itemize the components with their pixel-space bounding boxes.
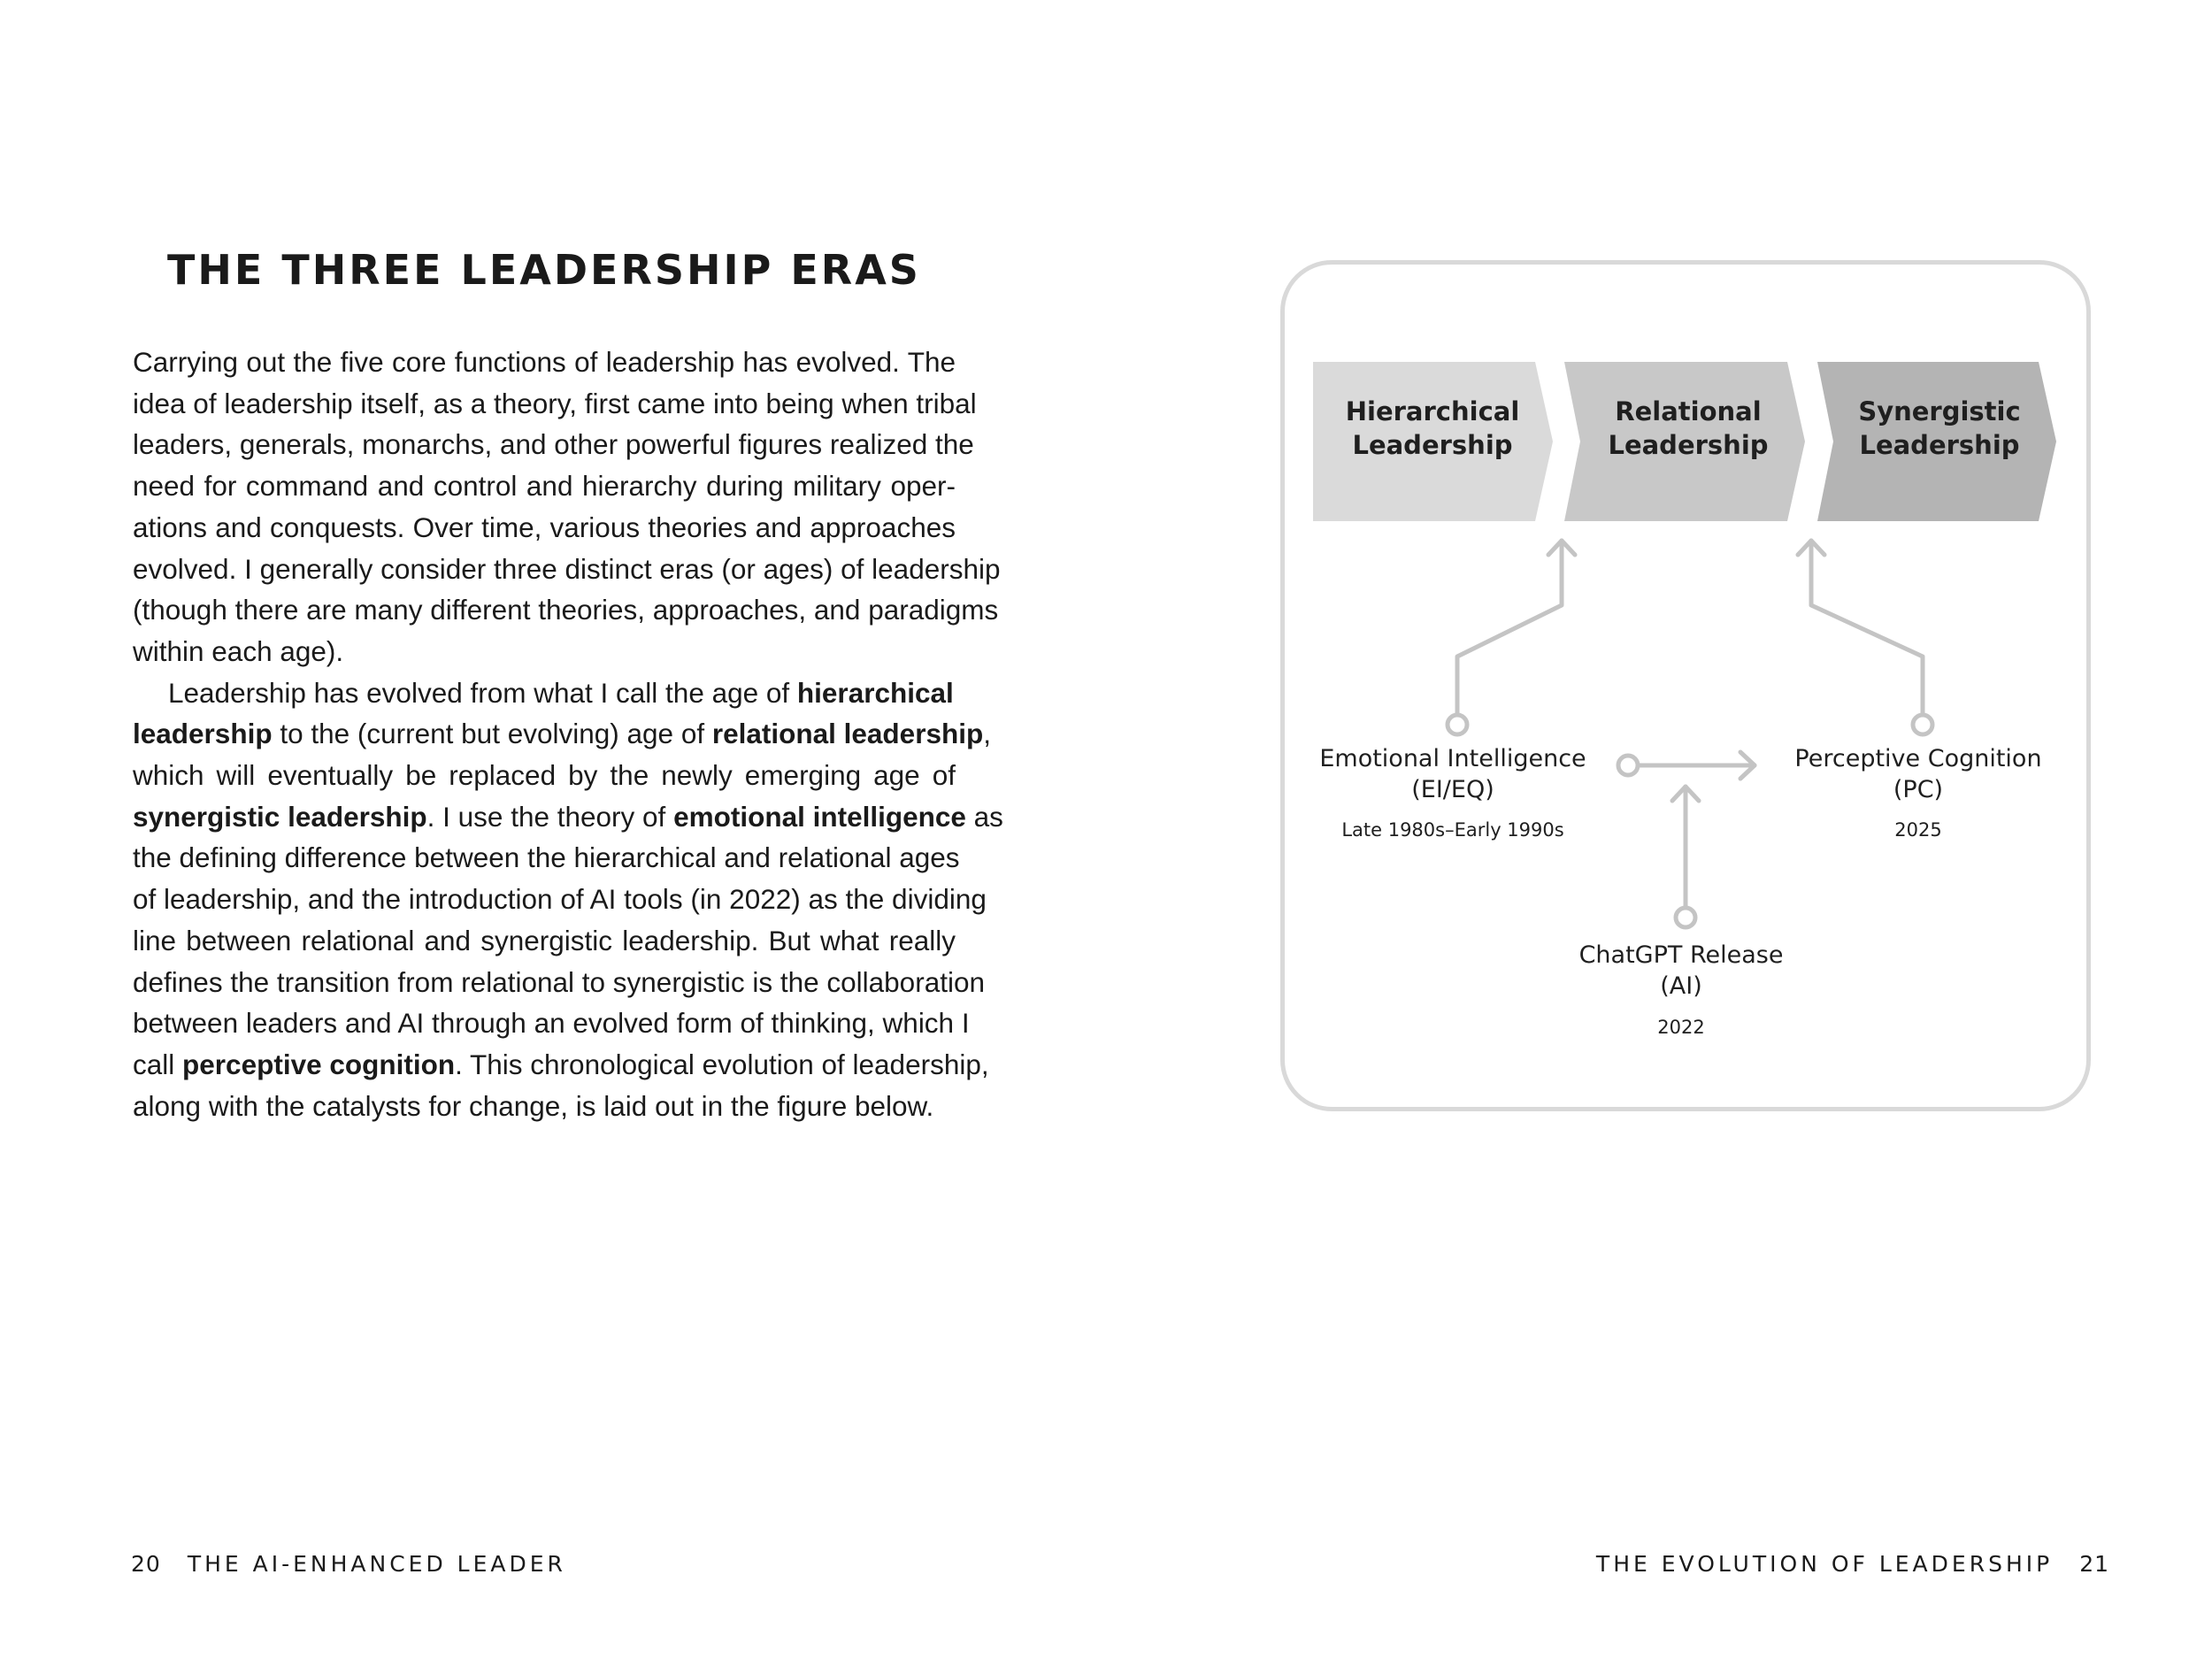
text-line: leaders, generals, monarchs, and other powerful figures realized the [133, 428, 974, 461]
catalyst-label-ai [1531, 940, 1832, 1002]
era-label-line: Leadership [1352, 430, 1513, 460]
term-emotional-intelligence: emotional intelligence [673, 800, 966, 833]
text-run: call [133, 1048, 183, 1080]
catalyst-title: (EI/EQ) [1411, 776, 1494, 803]
text-run: Leadership has evolved from what I call the age of [168, 676, 797, 709]
text-line: idea of leadership itself, as a theory, first came into being when tribal [133, 387, 977, 419]
node-circle-ai [1676, 908, 1695, 927]
text-line: ations and conquests. Over time, various theories and approaches [133, 511, 956, 543]
text-line: the defining difference between the hierarchical and relational ages [133, 841, 960, 874]
era-label-line: Synergistic [1858, 396, 2021, 426]
text-line: defines the transition from relational to synergistic is the collaboration [133, 965, 985, 998]
text-line [133, 713, 991, 755]
section-heading: THE THREE LEADERSHIP ERAS [167, 246, 921, 294]
connector-ei-to-relational [1457, 541, 1562, 715]
text-line: which will eventually be replaced by the newly emerging age of [133, 759, 956, 792]
catalyst-title: (PC) [1893, 776, 1944, 803]
term-hierarchical: hierarchical [796, 676, 954, 709]
running-head: THE AI-ENHANCED LEADER [187, 1551, 566, 1577]
text-line [133, 672, 956, 714]
node-circle-ei [1448, 715, 1467, 734]
era-label-relational [1573, 395, 1803, 462]
text-line [133, 1044, 989, 1086]
paragraph-2 [133, 672, 1003, 1127]
footer-right [1596, 1551, 2109, 1577]
text-line [133, 796, 1003, 838]
catalyst-title: Perceptive Cognition [1794, 745, 2042, 772]
text-line: within each age). [133, 634, 344, 667]
catalyst-date-ai: 2022 [1657, 1017, 1705, 1038]
catalyst-title: Emotional Intelligence [1319, 745, 1586, 772]
era-label-line: Leadership [1608, 430, 1769, 460]
era-label-line: Leadership [1859, 430, 2020, 460]
catalyst-label-ei [1302, 743, 1603, 805]
text-run: . This chronological evolution of leadership, [455, 1048, 989, 1080]
catalyst-title: ChatGPT Release [1578, 941, 1784, 969]
connector-pc-to-synergistic [1811, 541, 1923, 715]
text-line: between leaders and AI through an evolved form of thinking, which I [133, 1007, 970, 1040]
catalyst-title: (AI) [1660, 972, 1702, 1000]
catalyst-label-pc [1768, 743, 2069, 805]
catalyst-date-pc: 2025 [1894, 819, 1942, 841]
node-circle-pc [1913, 715, 1932, 734]
catalyst-date-ei: Late 1980s–Early 1990s [1341, 819, 1564, 841]
node-circle-horizontal [1618, 756, 1638, 775]
term-leadership: leadership [133, 718, 273, 750]
text-line: line between relational and synergistic leadership. But what really [133, 924, 956, 956]
running-head: THE EVOLUTION OF LEADERSHIP [1595, 1551, 2054, 1577]
page-number: 20 [131, 1551, 161, 1577]
page-number: 21 [2079, 1551, 2109, 1577]
text-run: to the (current but evolving) age of [272, 718, 712, 750]
text-line: (though there are many different theories, approaches, and paradigms [133, 594, 999, 626]
text-line: evolved. I generally consider three distinct eras (or ages) of leadership [133, 552, 1001, 585]
text-run: , [983, 718, 991, 750]
term-relational-leadership: relational leadership [711, 718, 984, 750]
era-label-line: Hierarchical [1345, 396, 1520, 426]
era-label-hierarchical [1317, 395, 1548, 462]
era-label-synergistic [1824, 395, 2055, 462]
text-run: . I use the theory of [426, 800, 674, 833]
text-line: Carrying out the five core functions of leadership has evolved. The [133, 346, 956, 378]
era-label-line: Relational [1615, 396, 1762, 426]
term-perceptive-cognition: perceptive cognition [182, 1048, 456, 1080]
text-line: of leadership, and the introduction of AI tools (in 2022) as the dividing [133, 883, 987, 916]
term-synergistic-leadership: synergistic leadership [133, 800, 427, 833]
paragraph-1 [133, 342, 1001, 672]
body-text [133, 342, 1003, 1126]
footer-left [131, 1551, 566, 1577]
text-run: as [965, 800, 1003, 833]
text-line: need for command and control and hierarchy during military oper- [133, 470, 956, 503]
text-line: along with the catalysts for change, is laid out in the figure below. [133, 1089, 934, 1122]
